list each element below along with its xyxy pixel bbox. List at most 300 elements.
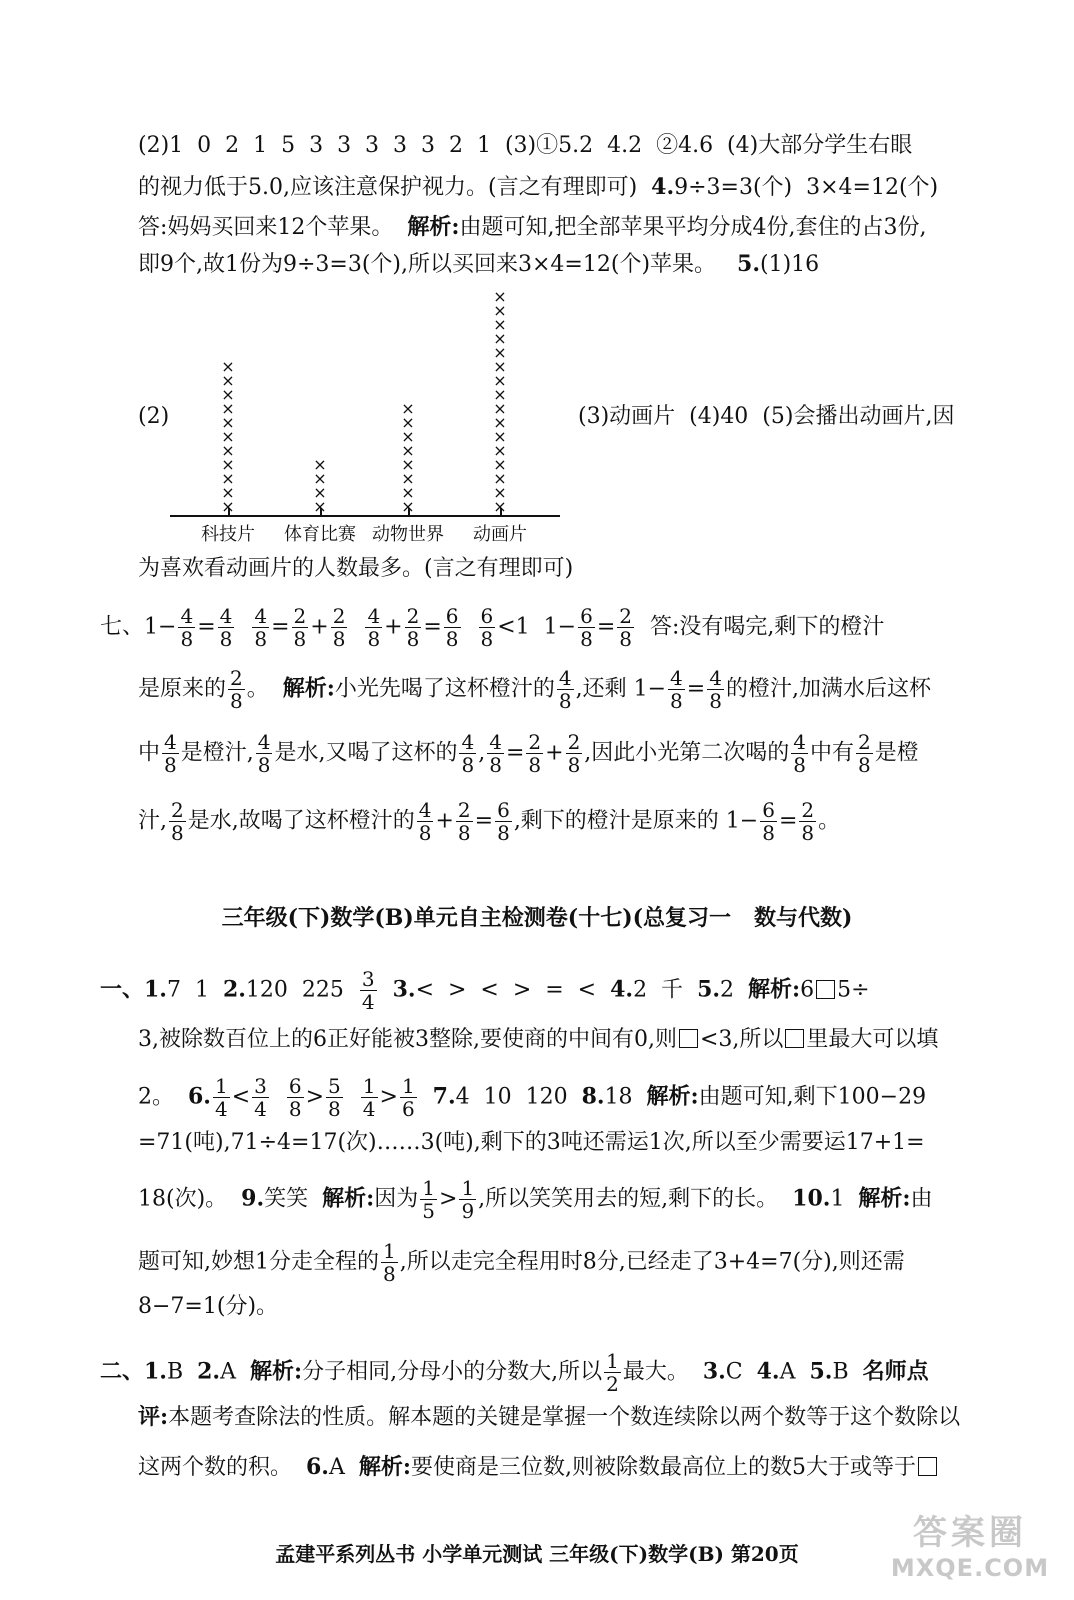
question-number: 7.	[432, 1083, 456, 1110]
blank-box	[679, 1029, 698, 1048]
tally-mark: ×	[221, 371, 235, 390]
denominator: 8	[801, 821, 815, 845]
text: <1 1−	[497, 614, 577, 640]
text: 120 225	[245, 977, 358, 1003]
text: =	[197, 614, 216, 640]
numerator: 2	[528, 730, 542, 754]
denominator: 4	[361, 990, 375, 1014]
numerator: 5	[328, 1074, 341, 1098]
denominator: 8	[489, 753, 502, 777]
numerator: 2	[171, 798, 184, 822]
text: 4 10 120	[455, 1084, 582, 1110]
denominator: 8	[293, 627, 307, 651]
text: +	[435, 808, 454, 834]
text-line	[138, 731, 919, 776]
numerator: 2	[801, 798, 815, 822]
fraction	[604, 1350, 621, 1395]
text: 是橙汁,	[180, 740, 254, 766]
text: 汁,	[138, 808, 167, 834]
numerator: 4	[558, 666, 572, 690]
tally-mark: ×	[221, 441, 235, 460]
text: 这两个数的积。	[138, 1455, 306, 1480]
text: B	[832, 1359, 863, 1385]
question-number: 2.	[197, 1358, 221, 1385]
text: =	[423, 614, 442, 640]
text: 即9个,故1份为9÷3=3(个),所以买回来3×4=12(个)苹果。	[138, 252, 738, 277]
tally-mark: ×	[493, 287, 507, 306]
text-line	[138, 1402, 960, 1433]
tally-mark: ×	[401, 497, 415, 516]
text: =	[505, 740, 525, 766]
text: 2	[720, 977, 749, 1003]
fraction	[228, 667, 245, 712]
footer-text: 孟建平系列丛书 小学单元测试 三年级(下)数学(B) 第20页	[275, 1542, 799, 1566]
tally-mark: ×	[313, 483, 327, 502]
text: (1)16	[759, 252, 820, 277]
numerator: 2	[858, 730, 871, 754]
text-line	[138, 667, 931, 712]
analysis-label: 解析:	[646, 1083, 699, 1110]
analysis-label: 解析:	[858, 1185, 911, 1212]
text: 为喜欢看动画片的人数最多。(言之有理即可)	[138, 556, 574, 581]
numerator: 4	[670, 666, 683, 690]
fraction	[360, 968, 377, 1013]
text: =	[474, 808, 494, 834]
fraction	[326, 1075, 343, 1120]
tally-mark: ×	[221, 385, 235, 404]
text: 笑笑	[264, 1186, 323, 1212]
text: ,因此小光第二次喝的	[584, 740, 790, 766]
question-number: 5.	[697, 976, 721, 1003]
numerator: 2	[619, 604, 633, 628]
question-number: 二、1.	[100, 1358, 167, 1385]
text-line	[138, 131, 912, 161]
text-line	[138, 1075, 926, 1120]
numerator: 6	[288, 1074, 302, 1098]
text: =71(吨),71÷4=17(次)……3(吨),剩下的3吨还需运1次,所以至少需要运17+1=	[138, 1130, 925, 1155]
text-line	[138, 1452, 939, 1483]
text-line	[100, 1350, 929, 1395]
text: <	[231, 1084, 251, 1110]
fraction	[287, 1075, 304, 1120]
text: 小光先喝了这杯橙汁的	[334, 676, 555, 702]
denominator: 8	[558, 689, 572, 713]
text: =	[596, 614, 616, 640]
text: 18	[604, 1084, 647, 1110]
text	[345, 1085, 359, 1110]
numerator: 6	[762, 798, 775, 822]
analysis-label: 解析:	[282, 675, 335, 702]
numerator: 4	[164, 730, 177, 754]
text-line	[578, 402, 954, 432]
tally-mark: ×	[401, 469, 415, 488]
denominator: 4	[214, 1097, 228, 1121]
denominator: 8	[171, 821, 184, 845]
fraction	[856, 731, 873, 776]
text: 6	[800, 977, 815, 1003]
text: ,剩下的橙汁是原来的 1−	[513, 808, 759, 834]
category-label: 动画片	[473, 524, 527, 545]
numerator: 1	[214, 1074, 228, 1098]
text-line	[138, 1128, 925, 1158]
text: 由	[910, 1186, 933, 1212]
text: A	[779, 1359, 810, 1385]
tally-mark: ×	[401, 427, 415, 446]
text: 最大。	[622, 1359, 703, 1385]
text-line	[100, 605, 884, 650]
text: 三年级(下)数学(B)单元自主检测卷(十七)(总复习一 数与代数)	[221, 905, 853, 931]
fraction	[252, 1075, 269, 1120]
text: B	[166, 1359, 198, 1385]
text: ,所以笑笑用去的短,剩下的长。	[478, 1186, 793, 1212]
denominator: 8	[619, 627, 633, 651]
denominator: 8	[219, 627, 233, 651]
numerator: 2	[567, 730, 581, 754]
text: +	[310, 614, 329, 640]
fraction	[799, 799, 816, 844]
text-line	[138, 554, 573, 584]
tally-column	[218, 357, 238, 516]
analysis-label: 解析:	[748, 976, 801, 1003]
tally-mark: ×	[493, 357, 507, 376]
fraction	[479, 605, 496, 650]
numerator: 4	[257, 730, 271, 754]
fraction	[760, 799, 777, 844]
text: +	[384, 614, 403, 640]
text: 由题可知,把全部苹果平均分成4份,套住的占3份,	[459, 215, 927, 240]
denominator: 8	[528, 753, 542, 777]
text: A	[220, 1359, 250, 1385]
text-line	[138, 172, 938, 203]
numerator: 1	[362, 1074, 376, 1098]
tally-mark: ×	[493, 469, 507, 488]
denominator: 8	[497, 821, 510, 845]
fraction	[420, 1177, 437, 1222]
question-number: 5.	[737, 251, 760, 277]
fraction	[668, 667, 685, 712]
fraction	[456, 799, 473, 844]
numerator: 4	[219, 604, 233, 628]
text: 是水,又喝了这杯的	[274, 740, 458, 766]
numerator: 2	[332, 604, 346, 628]
numerator: 1	[401, 1074, 415, 1098]
fraction	[400, 1075, 417, 1120]
fraction	[459, 1177, 476, 1222]
text: 因为	[374, 1186, 419, 1212]
blank-box	[816, 980, 835, 999]
tally-mark: ×	[221, 427, 235, 446]
denominator: 8	[383, 1262, 396, 1286]
tally-mark: ×	[493, 441, 507, 460]
question-number: 3.	[392, 976, 416, 1003]
text: 里最大可以填	[806, 1027, 939, 1052]
fraction	[707, 667, 724, 712]
numerator: 6	[497, 798, 510, 822]
denominator: 4	[254, 1097, 267, 1121]
text	[349, 615, 363, 640]
text: 由题可知,剩下100−29	[698, 1084, 927, 1110]
text: ,还剩 1−	[575, 676, 667, 702]
text	[419, 1085, 433, 1110]
text-line	[138, 1292, 278, 1322]
fraction	[218, 605, 235, 650]
fraction	[169, 799, 186, 844]
question-number: 9.	[241, 1185, 265, 1212]
text: >	[439, 1186, 458, 1212]
question-number: 一、1.	[100, 976, 167, 1003]
text: 9÷3=3(个) 3×4=12(个)	[674, 175, 939, 200]
denominator: 8	[457, 821, 471, 845]
text: +	[545, 740, 564, 766]
fraction	[526, 731, 543, 776]
fraction	[487, 731, 504, 776]
text: 题可知,妙想1分走全程的	[138, 1249, 379, 1275]
numerator: 4	[418, 798, 432, 822]
numerator: 6	[480, 604, 494, 628]
denominator: 8	[580, 627, 593, 651]
fraction	[566, 731, 583, 776]
fraction	[557, 667, 574, 712]
blank-box	[785, 1029, 804, 1048]
numerator: 2	[293, 604, 307, 628]
text: =	[686, 676, 706, 702]
teacher-comment-label: 名师点	[862, 1358, 929, 1385]
text-line	[138, 212, 927, 243]
text: < > < > = <	[415, 977, 611, 1003]
tally-mark: ×	[401, 399, 415, 418]
numerator: 6	[580, 604, 593, 628]
fraction	[381, 1240, 398, 1285]
tally-mark: ×	[401, 441, 415, 460]
text	[236, 615, 250, 640]
numerator: 3	[254, 1074, 267, 1098]
category-label: 动物世界	[372, 524, 444, 545]
tally-mark: ×	[493, 427, 507, 446]
watermark	[880, 1505, 1060, 1595]
text: >	[305, 1084, 325, 1110]
analysis-label: 解析:	[322, 1185, 375, 1212]
tally-column	[398, 399, 418, 516]
text: 中	[138, 740, 161, 766]
question-number: 4.	[651, 174, 675, 200]
analysis-label: 解析:	[358, 1454, 411, 1480]
section-label: 七、	[100, 614, 145, 640]
text: <3,所以	[699, 1027, 784, 1052]
text: 。	[818, 808, 841, 834]
blank-box	[918, 1457, 937, 1476]
fraction	[361, 1075, 378, 1120]
text: 是水,故喝了这杯橙汁的	[187, 808, 415, 834]
analysis-label: 解析:	[407, 214, 460, 240]
tally-mark: ×	[493, 301, 507, 320]
text	[271, 1085, 285, 1110]
denominator: 8	[288, 1097, 302, 1121]
text-line	[138, 1177, 933, 1222]
numerator: 2	[406, 604, 420, 628]
tally-mark: ×	[221, 455, 235, 474]
numerator: 4	[461, 730, 475, 754]
tally-mark: ×	[493, 455, 507, 474]
tally-mark: ×	[221, 399, 235, 418]
numerator: 1	[422, 1176, 435, 1200]
numerator: 1	[383, 1239, 396, 1263]
tally-column	[490, 287, 510, 516]
question-number: 2.	[222, 976, 246, 1003]
text: =	[778, 808, 798, 834]
tally-mark: ×	[493, 399, 507, 418]
tally-mark: ×	[493, 371, 507, 390]
text: 的视力低于5.0,应该注意保护视力。(言之有理即可)	[138, 175, 652, 200]
text-line	[100, 968, 870, 1013]
text: ,	[478, 740, 486, 766]
denominator: 8	[461, 753, 475, 777]
tally-mark: ×	[313, 497, 327, 516]
tally-mark: ×	[401, 483, 415, 502]
text: 是橙	[874, 740, 919, 766]
tally-mark: ×	[493, 315, 507, 334]
text: 3,被除数百位上的6正好能被3整除,要使商的中间有0,则	[138, 1027, 677, 1052]
text: >	[379, 1084, 398, 1110]
fraction	[252, 605, 269, 650]
text: 。	[246, 676, 283, 702]
numerator: 2	[457, 798, 471, 822]
numerator: 4	[709, 666, 722, 690]
denominator: 8	[858, 753, 871, 777]
denominator: 8	[670, 689, 683, 713]
denominator: 2	[606, 1372, 619, 1396]
category-label: 体育比赛	[284, 524, 356, 545]
fraction	[578, 605, 595, 650]
text: 7 1	[166, 977, 223, 1003]
text: (3)动画片 (4)40 (5)会播出动画片,因	[578, 404, 955, 429]
tally-mark: ×	[313, 455, 327, 474]
denominator: 8	[164, 753, 177, 777]
text: 分子相同,分母小的分数大,所以	[302, 1359, 603, 1385]
numerator: 3	[361, 967, 375, 991]
text: 8−7=1(分)。	[138, 1294, 279, 1319]
denominator: 8	[567, 753, 581, 777]
tally-mark: ×	[221, 413, 235, 432]
analysis-label: 解析:	[249, 1358, 303, 1385]
tally-mark: ×	[313, 469, 327, 488]
question-number: 4.	[610, 976, 634, 1003]
text: 要使商是三位数,则被除数最高位上的数5大于或等于	[410, 1455, 916, 1480]
tally-column	[310, 455, 330, 516]
fraction	[405, 605, 422, 650]
numerator: 4	[254, 604, 268, 628]
fraction	[331, 605, 348, 650]
tally-mark: ×	[221, 497, 235, 516]
text: C	[725, 1359, 757, 1385]
tally-mark: ×	[493, 329, 507, 348]
numerator: 4	[180, 604, 194, 628]
question-number: 5.	[809, 1358, 833, 1385]
watermark-url: MXQE.COM	[890, 1554, 1050, 1582]
denominator: 8	[332, 627, 346, 651]
numerator: 4	[367, 604, 381, 628]
tally-mark: ×	[221, 483, 235, 502]
text: 的橙汁,加满水后这杯	[725, 676, 931, 702]
denominator: 4	[362, 1097, 376, 1121]
fraction	[292, 605, 309, 650]
tally-mark: ×	[493, 413, 507, 432]
watermark-logo: 答案圈	[913, 1513, 1027, 1553]
question-number: 4.	[756, 1358, 780, 1385]
fraction	[178, 605, 195, 650]
fraction	[213, 1075, 230, 1120]
numerator: 1	[461, 1176, 475, 1200]
text: 18(次)。	[138, 1186, 242, 1212]
denominator: 8	[328, 1097, 341, 1121]
denominator: 8	[793, 753, 807, 777]
denominator: 9	[461, 1199, 475, 1223]
denominator: 8	[257, 753, 271, 777]
denominator: 8	[762, 821, 775, 845]
fraction	[365, 605, 382, 650]
denominator: 8	[254, 627, 268, 651]
tally-mark: ×	[493, 483, 507, 502]
text: (2)1 0 2 1 5 3 3 3 3 3 2 1 (3)①5.2 4.2 ②4.6 (4)大部分学生右眼	[138, 133, 913, 158]
text: 是原来的	[138, 676, 227, 702]
denominator: 6	[401, 1097, 415, 1121]
denominator: 8	[709, 689, 722, 713]
section-title	[0, 903, 1074, 933]
text: ,所以走完全程用时8分,已经走了3+4=7(分),则还需	[399, 1249, 905, 1275]
fraction	[444, 605, 461, 650]
denominator: 8	[406, 627, 420, 651]
fraction	[256, 731, 273, 776]
denominator: 8	[445, 627, 459, 651]
tally-mark: ×	[221, 469, 235, 488]
text	[463, 615, 477, 640]
numerator: 4	[793, 730, 807, 754]
teacher-comment-label: 评:	[138, 1404, 169, 1430]
denominator: 5	[422, 1199, 435, 1223]
tally-mark: ×	[221, 357, 235, 376]
question-number: 8.	[581, 1083, 605, 1110]
category-label: 科技片	[201, 524, 255, 545]
denominator: 8	[367, 627, 381, 651]
denominator: 8	[180, 627, 194, 651]
question-number: 6.	[187, 1083, 211, 1110]
numerator: 1	[606, 1349, 619, 1373]
text: 本题考查除法的性质。解本题的关键是掌握一个数连续除以两个数等于这个数除以	[168, 1405, 961, 1430]
text-line	[138, 1240, 905, 1285]
tally-mark: ×	[493, 497, 507, 516]
denominator: 8	[480, 627, 494, 651]
fraction	[459, 731, 476, 776]
tally-mark: ×	[493, 343, 507, 362]
text: 中有	[810, 740, 855, 766]
question-number: 10.	[792, 1185, 831, 1212]
text-line	[138, 799, 840, 844]
text: =	[271, 614, 290, 640]
text-line	[138, 249, 819, 280]
numerator: 6	[445, 604, 459, 628]
denominator: 8	[418, 821, 432, 845]
tally-mark: ×	[401, 455, 415, 474]
text: 答:妈妈买回来12个苹果。	[138, 215, 408, 240]
text: 答:没有喝完,剩下的橙汁	[636, 614, 885, 640]
tally-chart	[160, 285, 560, 545]
numerator: 4	[489, 730, 502, 754]
tally-mark: ×	[401, 413, 415, 432]
fraction	[791, 731, 808, 776]
text: (2)	[138, 404, 170, 429]
text: 5÷	[837, 977, 870, 1003]
text-line	[138, 1025, 938, 1055]
numerator: 2	[230, 666, 243, 690]
